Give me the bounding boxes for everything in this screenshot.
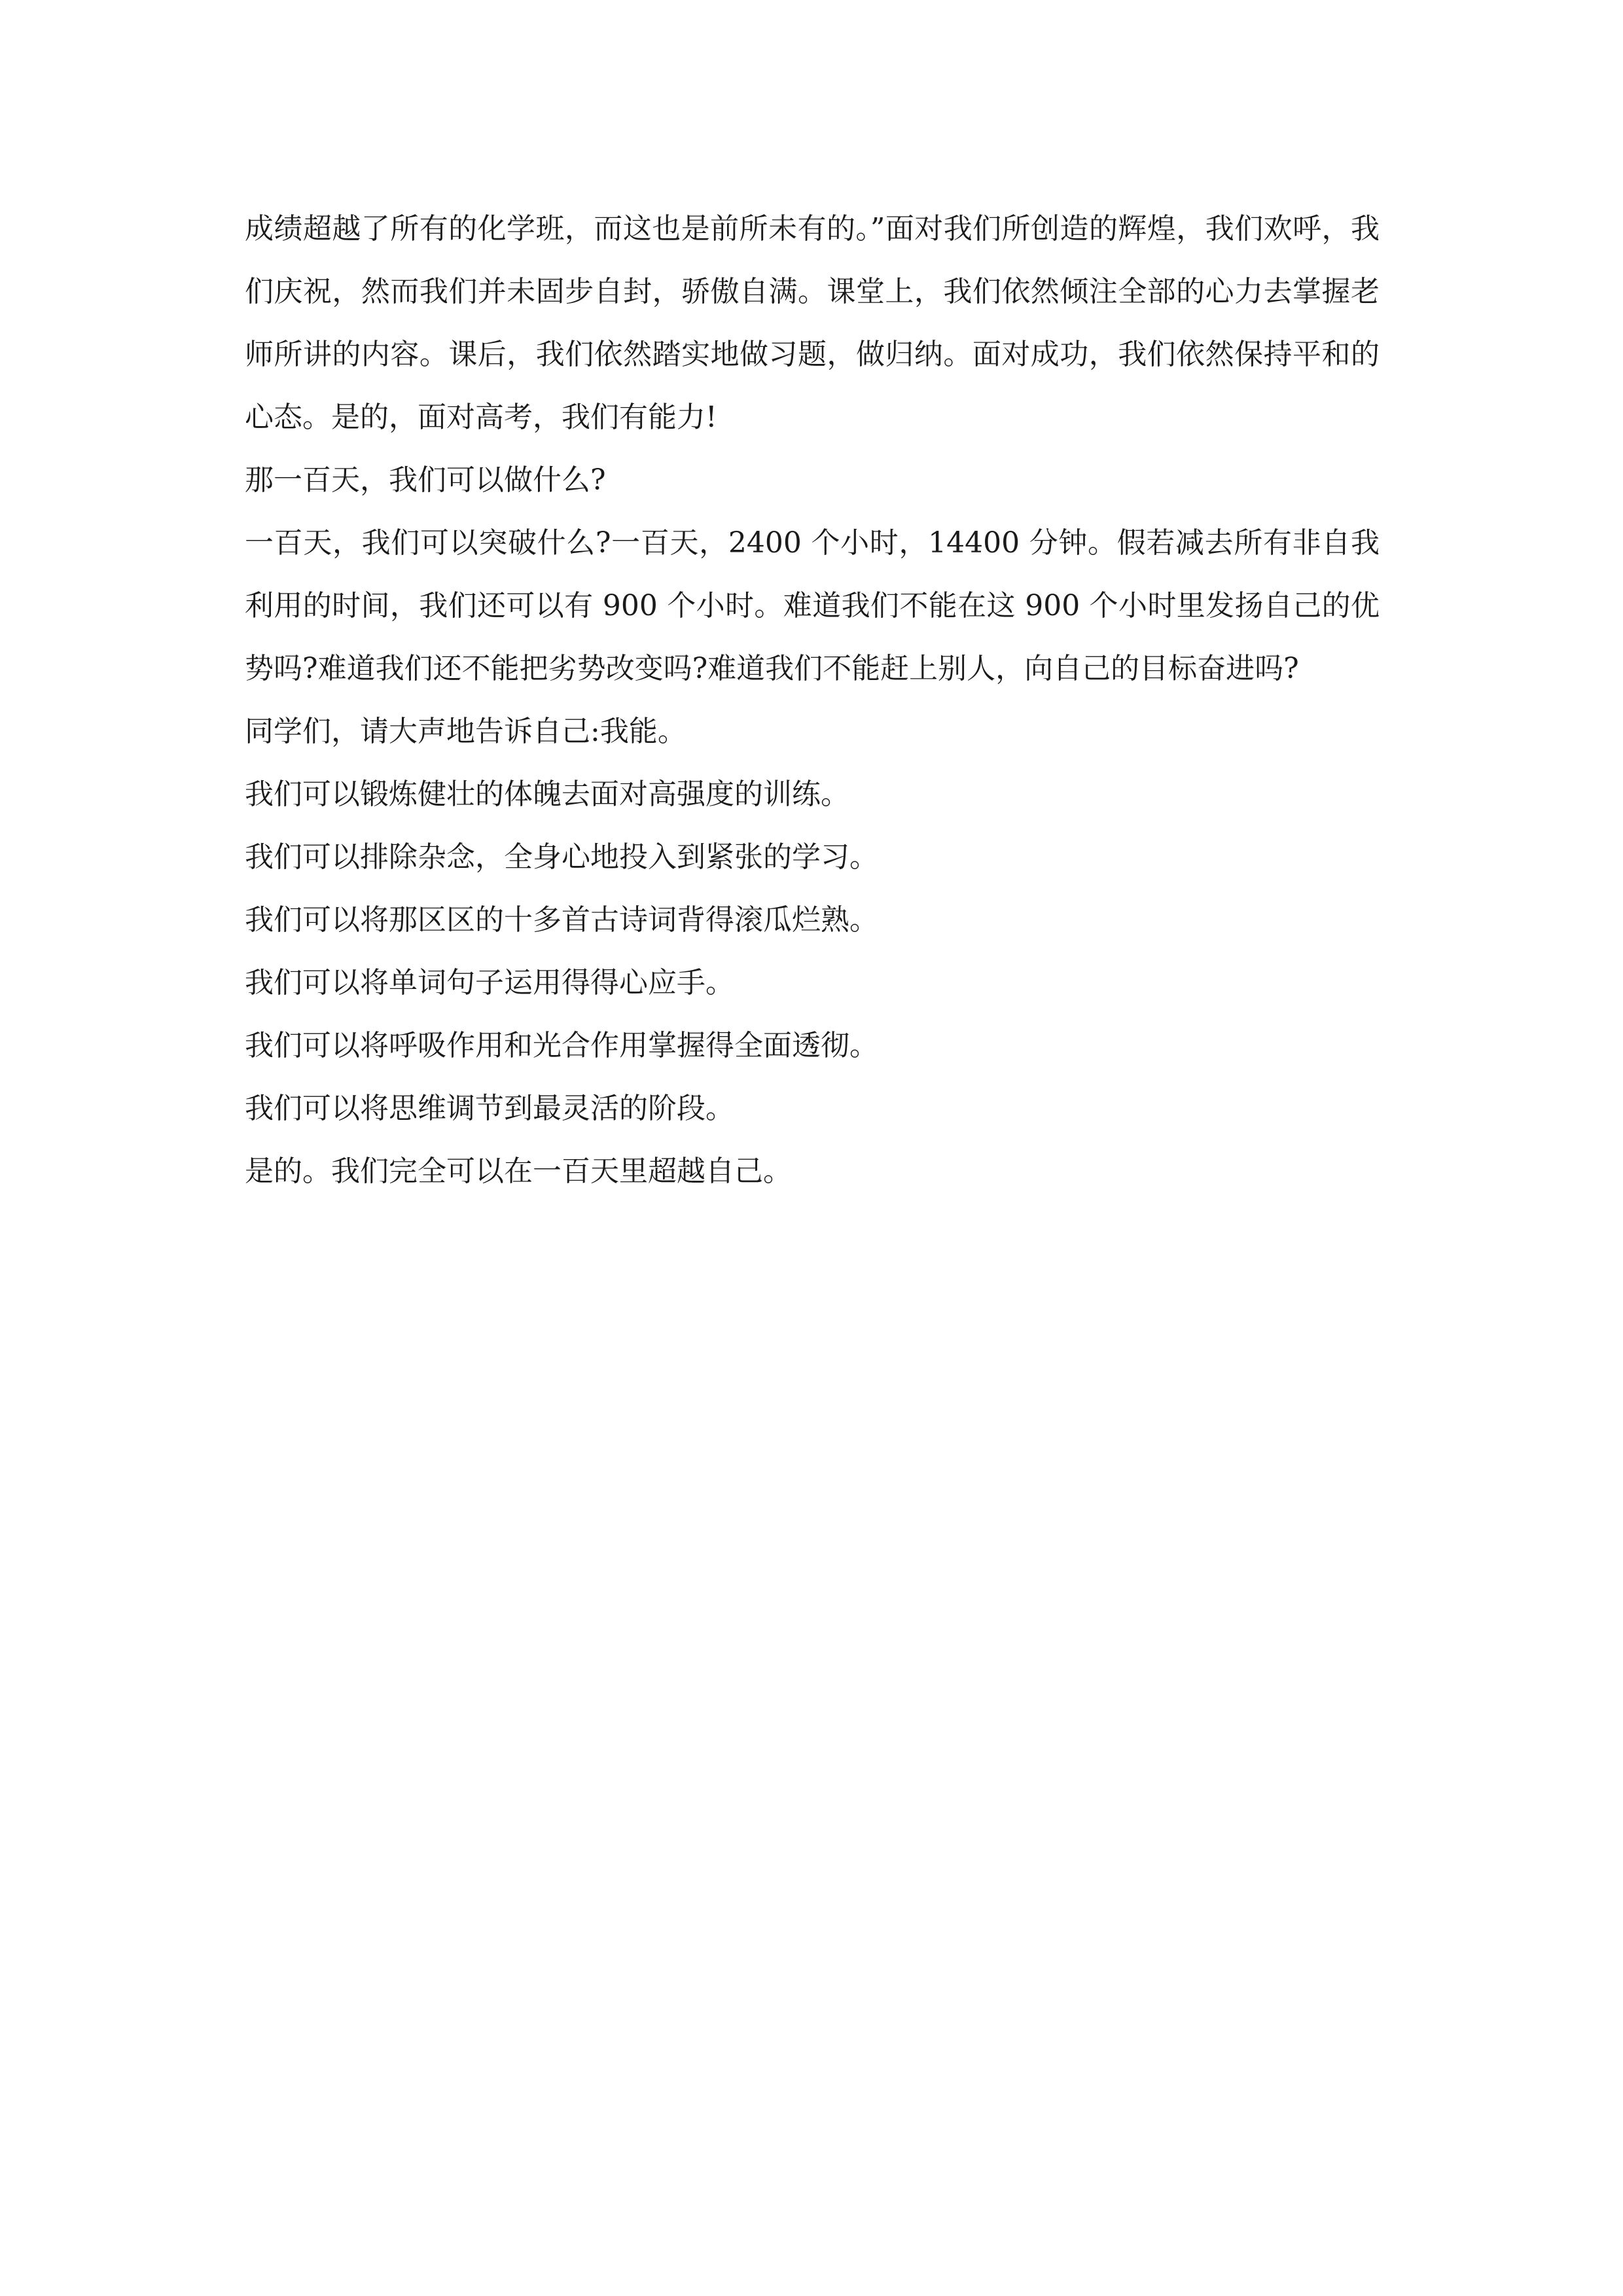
paragraph-9: 我们可以将呼吸作用和光合作用掌握得全面透彻。 [245,1029,878,1062]
paragraph-3: 一百天，我们可以突破什么?一百天，2400 个小时，14400 分钟。假若减去所有非自我利用的时间，我们还可以有 900 个小时。难道我们不能在这 900 个小时里发扬自己的优势吗?难道我们还不能把劣势改变吗?难道我们不能赶上别人，向自己的目标奋进吗? [245,526,1380,685]
paragraph-1: 成绩超越了所有的化学班，而这也是前所未有的。”面对我们所创造的辉煌，我们欢呼，我们庆祝，然而我们并未固步自封，骄傲自满。课堂上，我们依然倾注全部的心力去掌握老师所讲的内容。课后，我们依然踏实地做习题，做归纳。面对成功，我们依然保持平和的心态。是的，面对高考，我们有能力! [245,212,1380,434]
paragraph-6: 我们可以排除杂念，全身心地投入到紧张的学习。 [245,840,878,874]
paragraph-8: 我们可以将单词句子运用得得心应手。 [245,966,734,999]
paragraph-4: 同学们，请大声地告诉自己:我能。 [245,715,687,748]
document-body [245,198,1380,1203]
paragraph-7: 我们可以将那区区的十多首古诗词背得滚瓜烂熟。 [245,903,878,937]
paragraph-5: 我们可以锻炼健壮的体魄去面对高强度的训练。 [245,778,849,811]
paragraph-2: 那一百天，我们可以做什么? [245,463,606,497]
paragraph-10: 我们可以将思维调节到最灵活的阶段。 [245,1092,734,1125]
paragraph-11: 是的。我们完全可以在一百天里超越自己。 [245,1155,792,1188]
